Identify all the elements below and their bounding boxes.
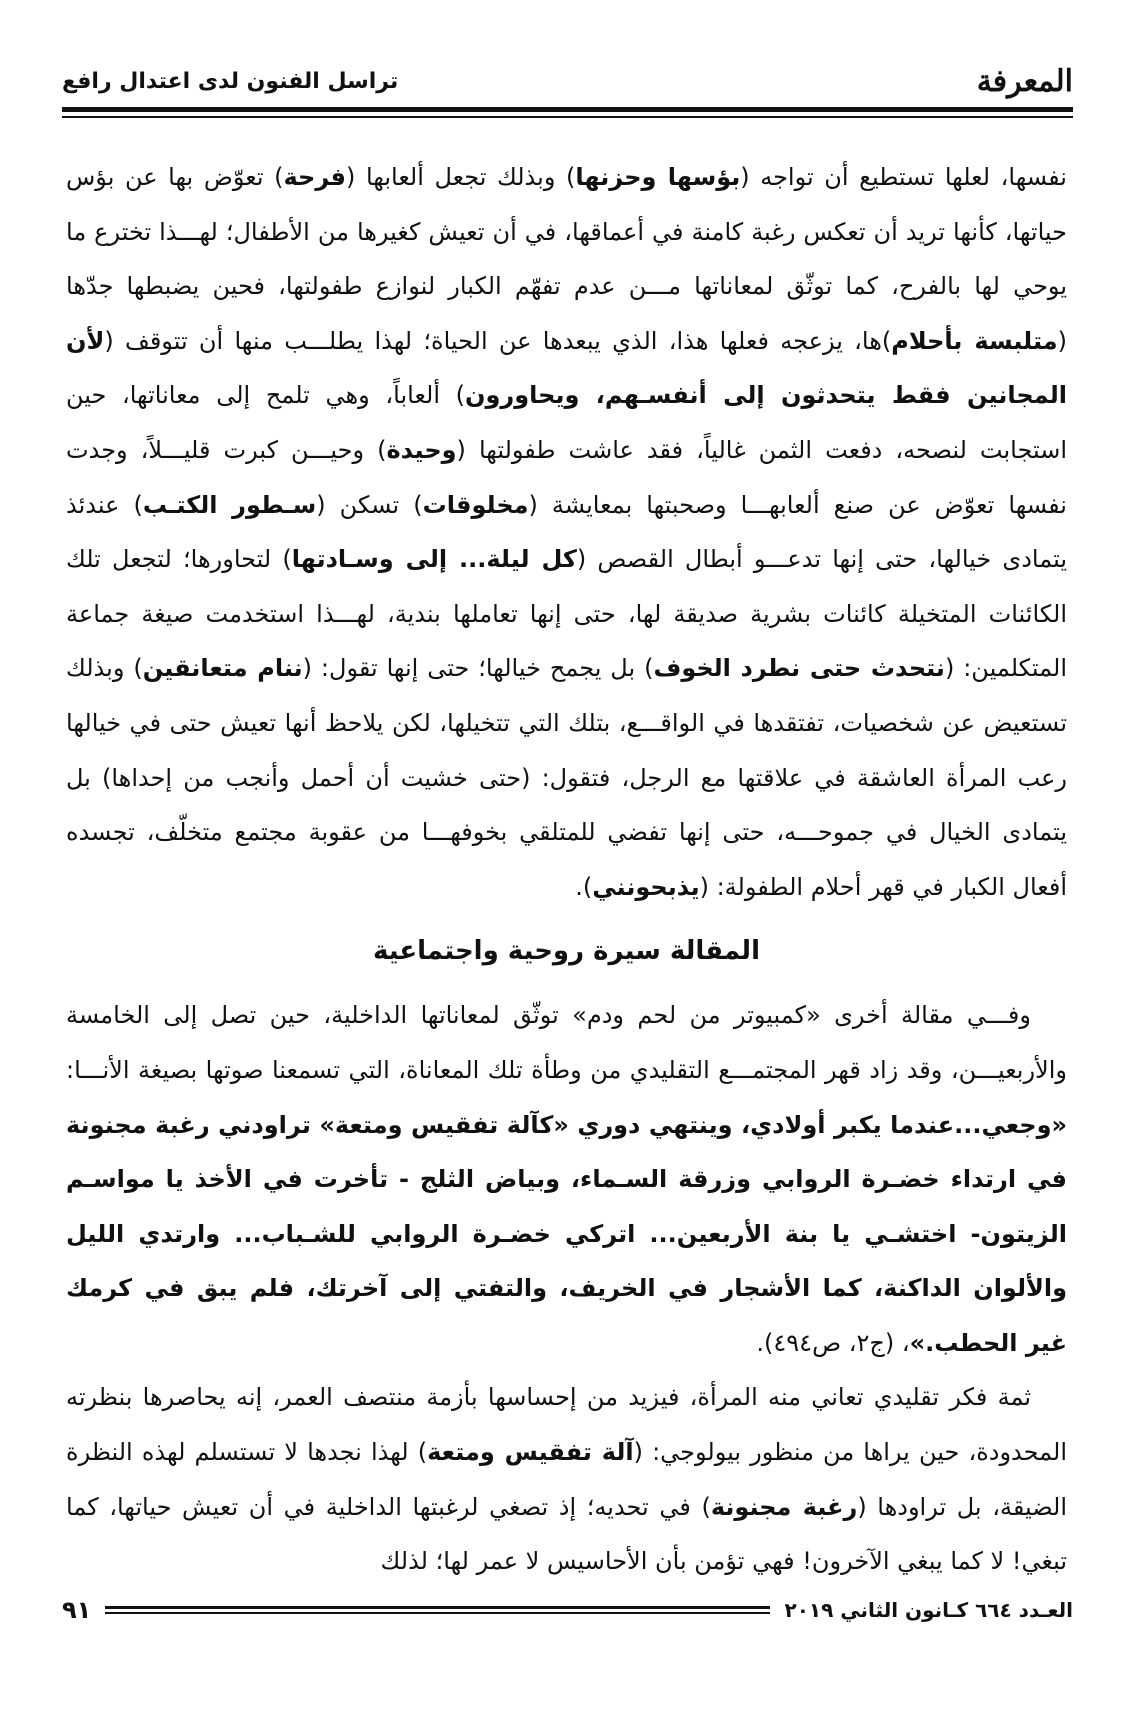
text-run: ) تعوّض بها عن بؤس حياتها، كأنها تريد أن تعكس رغبة كامنة في أعماقها، في أن تعيش كغيرها من الأطفال؛ لهـــذا تخترع ما يوحي لها بالفرح، كما توثّق لمعاناتها مـــن عدم تفهّم الكبار لنوازع طفولتها، فحين يضبطها جدّها (	[66, 163, 1067, 355]
paragraph	[66, 150, 1067, 914]
article-body	[66, 150, 1067, 1589]
bold-quote: يذبحونني	[592, 872, 700, 901]
text-run: ) وبذلك تجعل ألعابها (	[345, 163, 576, 191]
header-rule-thick	[62, 107, 1073, 112]
text-run: ) لهذا نجدها لا تستسلم لهذه النظرة الضيقة، بل تراودها (	[66, 1438, 1068, 1521]
article-section-2	[66, 988, 1067, 1589]
bold-quote: رغبة مجنونة	[710, 1492, 858, 1521]
text-run: ) بل يجمح خيالها؛ حتى إنها تقول: (	[302, 654, 654, 683]
text-run: ثمة فكر تقليدي تعاني منه المرأة، فيزيد من إحساسها بأزمة منتصف العمر، إنه يحاصرها بنظرته المحدودة، حين يراها من منظور بيولوجي: (	[66, 1383, 1067, 1467]
bold-quote: مخلوقات	[422, 490, 529, 519]
page-number: ٩١	[62, 1596, 92, 1624]
text-run: ) في تحديه؛ إذ تصغي لرغبتها الداخلية في أن تعيش حياتها، كما تبغي! لا كما يبغي الآخرون! فهي تؤمن بأن الأحاسيس لا عمر لها؛ لذلك	[66, 1492, 1067, 1576]
text-run: ) عندئذ يتمادى خيالها، حتى إنها تدعـــو أبطال القصص (	[66, 490, 1067, 574]
page-footer	[62, 1590, 1073, 1630]
bold-quote: لأن المجانين فقط يتحدثون إلى أنفسـهم، ويحاورون	[66, 326, 1067, 410]
text-run: ) تسكن (	[316, 490, 423, 519]
paragraph	[66, 1370, 1067, 1588]
issue-info: العـدد ٦٦٤ كـانون الثاني ٢٠١٩	[784, 1598, 1073, 1622]
text-run: وفـــي مقالة أخرى «كمبيوتر من لحم ودم» توثّق لمعاناتها الداخلية، حين تصل إلى الخامسة والأربعيـــن، وقد زاد قهر المجتمـــع التقليدي من وطأة تلك المعاناة، التي تسمعنا صوتها بصيغة الأنـــا:	[66, 1001, 1067, 1084]
bold-quote: سـطور الكتـب	[142, 490, 317, 519]
text-run: نفسها، لعلها تستطيع أن تواجه (	[740, 163, 1067, 191]
bold-quote: بؤسها وحزنها	[575, 163, 741, 191]
header-rule-thin	[62, 116, 1073, 118]
text-run: ) وحيـــن كبرت قليـــلاً، وجدت نفسها تعوّض عن صنع ألعابهـــا وصحبتها بمعايشة (	[66, 435, 1067, 519]
bold-quote: متلبسة بأحلام	[891, 326, 1058, 355]
bold-quote: نتحدث حتى نطرد الخوف	[653, 654, 945, 683]
text-run: ).	[575, 872, 593, 901]
text-run: )ها، يزعجه فعلها هذا، الذي يبعدها عن الحياة؛ لهذا يطلـــب منها أن تتوقف (	[104, 326, 892, 355]
text-run: ) ألعاباً، وهي تلمح إلى معاناتها، حين استجابت لنصحه، دفعت الثمن غالياً، فقد عاشت طفولتها (	[66, 381, 1067, 464]
section-heading: المقالة سيرة روحية واجتماعية	[373, 936, 760, 967]
bold-quote: آلة تفقيس ومتعة	[427, 1438, 634, 1467]
magazine-logo: المعرفة	[976, 63, 1073, 99]
bold-quote: كل ليلة... إلى وسـادتها	[291, 545, 577, 574]
running-title: تراسل الفنون لدى اعتدال رافع	[62, 68, 399, 94]
text-run: ، (ج٢، ص٤٩٤).	[756, 1328, 910, 1357]
text-run: ) وبذلك تستعيض عن شخصيات، تفتقدها في الواقـــع، بتلك التي تتخيلها، لكن يلاحظ أنها تعيش حتى في خيالها رعب المرأة العاشقة في علاقتها مع الرجل، فتقول: (حتى خشيت أن أحمل وأنجب من إحداها) بل يتمادى الخيال في جموحـــه، حتى إنها تفضي للمتلقي بخوفهـــا من عقوبة مجتمع متخلّف، تجسده أفعال الكبار في قهر أحلام الطفولة: (	[66, 654, 1067, 901]
bold-quote: «وجعي...عندما يكبر أولادي، وينتهي دوري «كآلة تفقيس ومتعة» تراودني رغبة مجنونة في ارتداء خضـرة الروابي وزرقة السـماء، وبياض الثلج - تأخرت في الأخذ يا مواسـم الزيتون- اختشـي يا بنة الأربعين... اتركي خضـرة الروابي للشـباب... وارتدي الليل والألوان الداكنة، كما الأشجار في الخريف، والتفتي إلى آخرتك، فلم يبق في كرمك غير الحطب.»	[66, 1110, 1067, 1357]
bold-quote: ننام متعانقين	[142, 654, 303, 683]
page-header	[62, 58, 1073, 104]
article-section-1	[66, 150, 1067, 914]
bold-quote: فرحة	[283, 163, 346, 191]
footer-rule	[105, 1605, 770, 1615]
bold-quote: وحيدة	[386, 435, 457, 464]
text-run: ) لتحاورها؛ لتجعل تلك الكائنات المتخيلة كائنات بشرية صديقة لها، حتى إنها تعاملها بندية، لهـــذا استخدمت صيغة جماعة المتكلمين: (	[66, 545, 1067, 683]
paragraph	[66, 988, 1067, 1370]
